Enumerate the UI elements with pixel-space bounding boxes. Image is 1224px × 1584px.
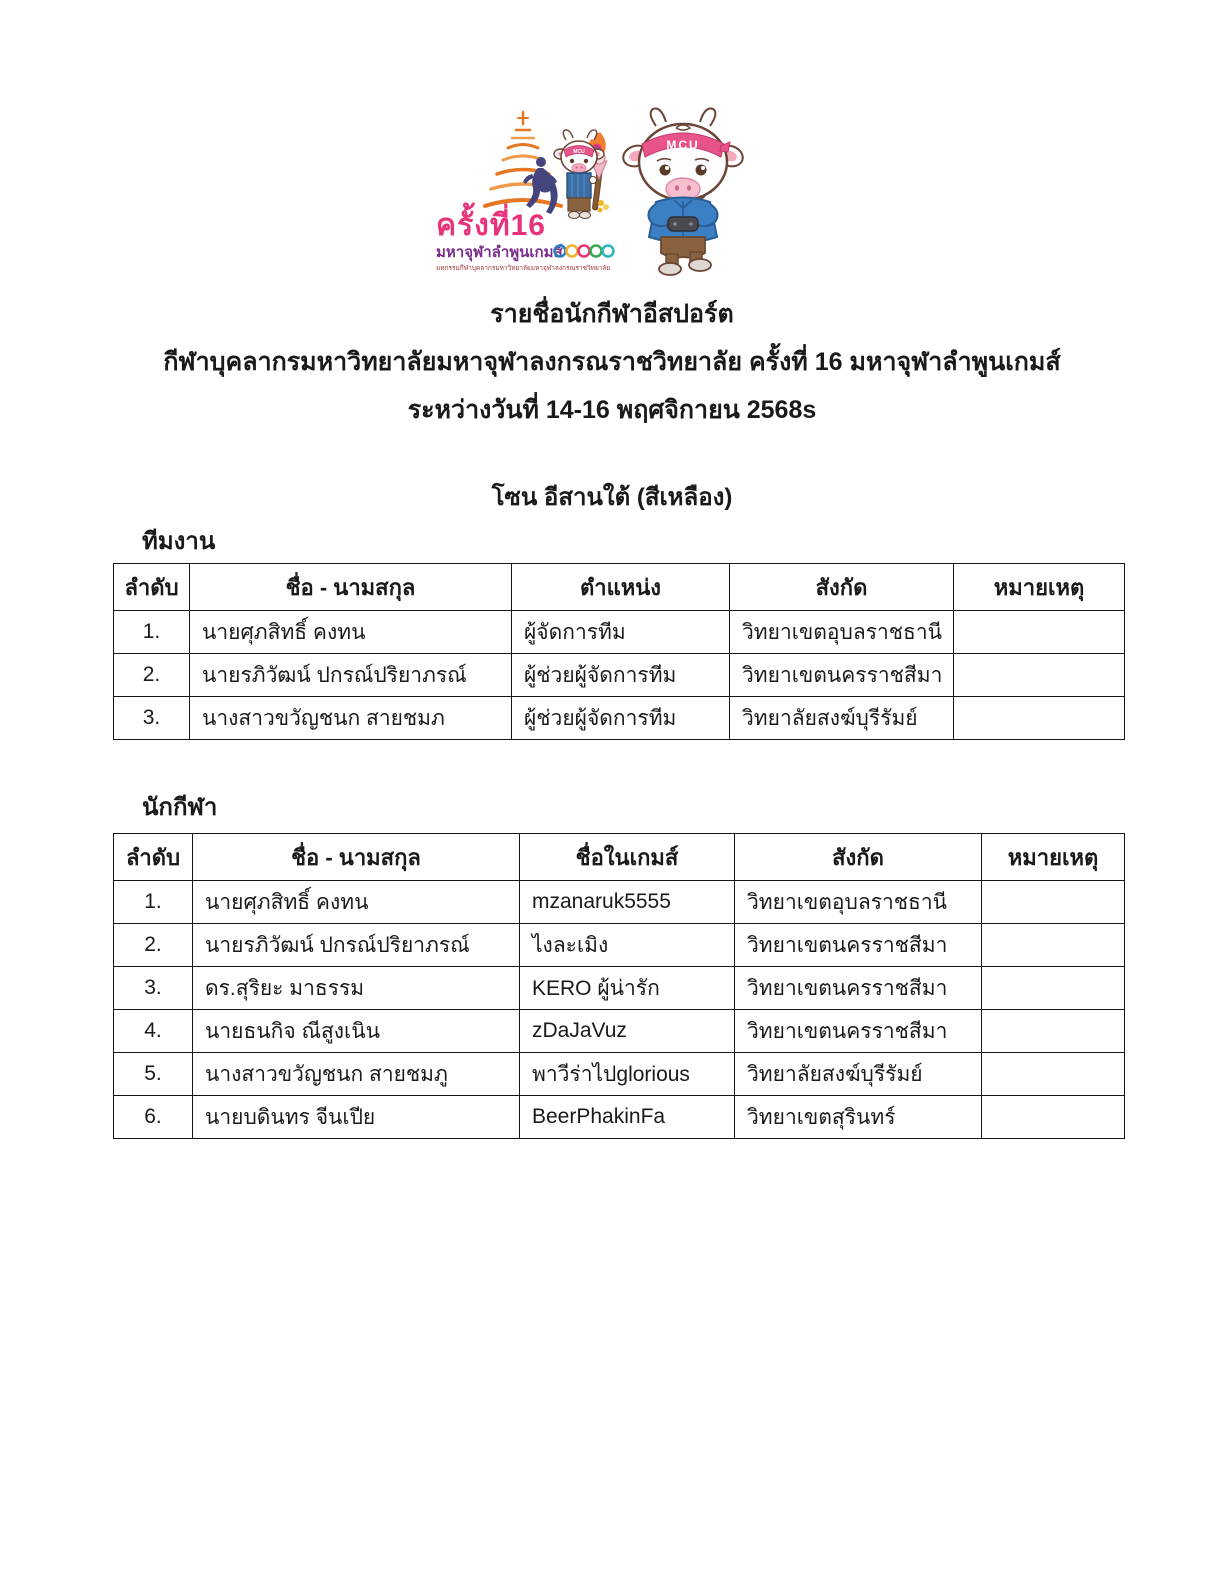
cell-order: 3. xyxy=(114,697,190,740)
game-controller-icon xyxy=(668,217,698,231)
cell-order: 2. xyxy=(114,654,190,697)
col-header-affiliation: สังกัด xyxy=(730,564,954,611)
cell-affiliation: วิทยาลัยสงฆ์บุรีรัมย์ xyxy=(735,1053,982,1096)
staff-header-row xyxy=(114,564,1125,611)
table-row xyxy=(114,654,1125,697)
zone-heading: โซน อีสานใต้ (สีเหลือง) xyxy=(491,484,733,511)
logo-games-text: มหาจุฬาลำพูนเกมส์ xyxy=(436,244,563,261)
cell-game-name: KERO ผู้น่ารัก xyxy=(520,967,735,1010)
col-header-remark: หมายเหตุ xyxy=(954,564,1125,611)
cell-order: 2. xyxy=(114,924,193,967)
col-header-name: ชื่อ - นามสกุล xyxy=(193,834,520,881)
table-row xyxy=(114,924,1125,967)
document-title: รายชื่อนักกีฬาอีสปอร์ต xyxy=(490,300,734,328)
cell-remark xyxy=(982,967,1125,1010)
cell-position: ผู้ช่วยผู้จัดการทีม xyxy=(512,697,730,740)
cell-order: 5. xyxy=(114,1053,193,1096)
cell-order: 4. xyxy=(114,1010,193,1053)
table-row xyxy=(114,697,1125,740)
cell-affiliation: วิทยาเขตอุบลราชธานี xyxy=(730,611,954,654)
col-header-affiliation: สังกัด xyxy=(735,834,982,881)
staff-section-label: ทีมงาน xyxy=(142,528,216,555)
cell-affiliation: วิทยาลัยสงฆ์บุรีรัมย์ xyxy=(730,697,954,740)
col-header-game-name: ชื่อในเกมส์ xyxy=(520,834,735,881)
cell-name: นางสาวขวัญชนก สายชมภู xyxy=(193,1053,520,1096)
pagoda-icon xyxy=(485,112,561,206)
cell-name: นายบดินทร จีนเปีย xyxy=(193,1096,520,1139)
cell-remark xyxy=(954,611,1125,654)
cell-affiliation: วิทยาเขตสุรินทร์ xyxy=(735,1096,982,1139)
cell-affiliation: วิทยาเขตนครราชสีมา xyxy=(735,924,982,967)
table-row xyxy=(114,611,1125,654)
logo-tagline-text: มหกรรมกีฬาบุคลากรมหาวิทยาลัยมหาจุฬาลงกรณราชวิทยาลัย xyxy=(436,265,611,272)
col-header-order: ลำดับ xyxy=(114,564,190,611)
table-row xyxy=(114,1053,1125,1096)
cell-order: 1. xyxy=(114,611,190,654)
cell-affiliation: วิทยาเขตอุบลราชธานี xyxy=(735,881,982,924)
col-header-remark: หมายเหตุ xyxy=(982,834,1125,881)
cell-remark xyxy=(982,1010,1125,1053)
table-row xyxy=(114,967,1125,1010)
athletes-header-row xyxy=(114,834,1125,881)
document-dates: ระหว่างวันที่ 14-16 พฤศจิกายน 2568s xyxy=(407,396,817,424)
athletes-section-label: นักกีฬา xyxy=(142,794,218,821)
cell-order: 6. xyxy=(114,1096,193,1139)
cell-remark xyxy=(982,924,1125,967)
event-logo xyxy=(428,104,750,288)
cell-game-name: mzanaruk5555 xyxy=(520,881,735,924)
cell-affiliation: วิทยาเขตนครราชสีมา xyxy=(735,967,982,1010)
headband-text: MCU xyxy=(666,138,700,152)
small-headband-text: MCU xyxy=(573,149,585,155)
cell-game-name: ไงละเมิง xyxy=(520,924,735,967)
staff-table xyxy=(113,563,1125,740)
col-header-order: ลำดับ xyxy=(114,834,193,881)
logo-edition-text: ครั้งที่16 xyxy=(436,209,546,242)
cell-remark xyxy=(982,1096,1125,1139)
athletes-table xyxy=(113,833,1125,1139)
cell-affiliation: วิทยาเขตนครราชสีมา xyxy=(735,1010,982,1053)
document-subtitle: กีฬาบุคลากรมหาวิทยาลัยมหาจุฬาลงกรณราชวิทยาลัย ครั้งที่ 16 มหาจุฬาลำพูนเกมส์ xyxy=(163,348,1061,376)
cell-name: นายรภิวัฒน์ ปกรณ์ปริยาภรณ์ xyxy=(193,924,520,967)
cell-order: 3. xyxy=(114,967,193,1010)
table-row xyxy=(114,881,1125,924)
cell-remark xyxy=(982,1053,1125,1096)
cell-name: นายรภิวัฒน์ ปกรณ์ปริยาภรณ์ xyxy=(190,654,512,697)
cell-name: ดร.สุริยะ มาธรรม xyxy=(193,967,520,1010)
cell-remark xyxy=(982,881,1125,924)
cell-position: ผู้ช่วยผู้จัดการทีม xyxy=(512,654,730,697)
cell-position: ผู้จัดการทีม xyxy=(512,611,730,654)
cell-name: นายศุภสิทธิ์ คงทน xyxy=(193,881,520,924)
cell-name: นางสาวขวัญชนก สายชมภ xyxy=(190,697,512,740)
olympic-rings-icon xyxy=(555,246,614,257)
cell-name: นายศุภสิทธิ์ คงทน xyxy=(190,611,512,654)
gamer-cow-mascot-icon xyxy=(621,109,746,275)
table-row xyxy=(114,1010,1125,1053)
cell-affiliation: วิทยาเขตนครราชสีมา xyxy=(730,654,954,697)
cell-order: 1. xyxy=(114,881,193,924)
col-header-name: ชื่อ - นามสกุล xyxy=(190,564,512,611)
cell-remark xyxy=(954,654,1125,697)
cell-game-name: BeerPhakinFa xyxy=(520,1096,735,1139)
event-logo-graphic xyxy=(428,104,750,288)
cell-remark xyxy=(954,697,1125,740)
cell-game-name: zDaJaVuz xyxy=(520,1010,735,1053)
cell-game-name: พาวีร่าไปglorious xyxy=(520,1053,735,1096)
table-row xyxy=(114,1096,1125,1139)
col-header-position: ตำแหน่ง xyxy=(512,564,730,611)
cell-name: นายธนกิจ ณีสูงเนิน xyxy=(193,1010,520,1053)
